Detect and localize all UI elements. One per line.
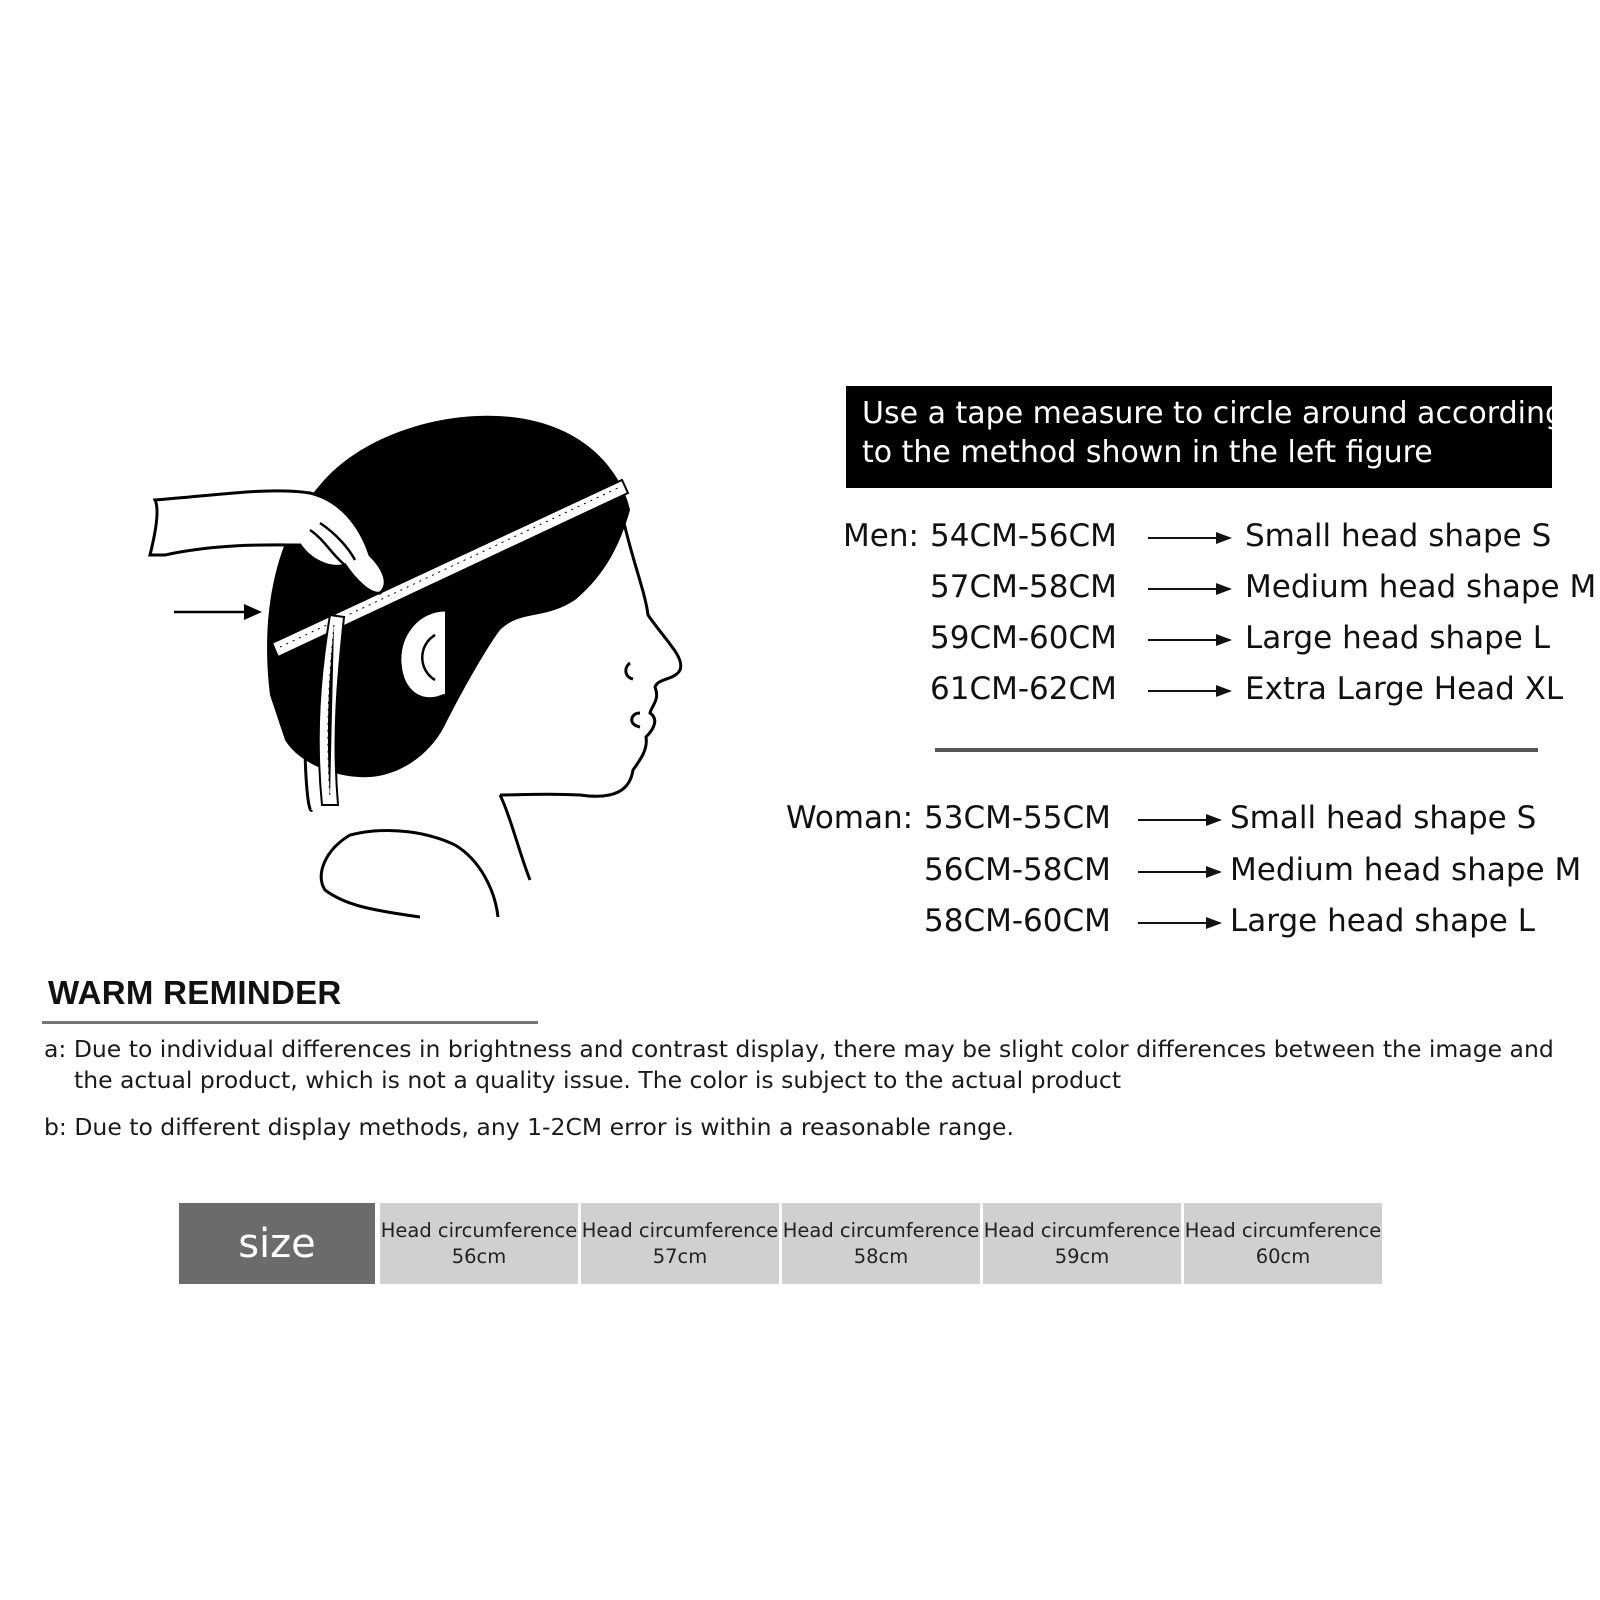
pointer-arrow [174,604,262,620]
instruction-line-2: to the method shown in the left figure [862,435,1433,470]
arrow-icon [1148,639,1230,641]
section-divider [935,748,1538,752]
cell-label: Head circumference [581,1218,779,1242]
note-marker: b: [44,1113,67,1141]
men-label: Men: [843,518,919,554]
reminder-note-a [44,1034,1574,1096]
cell-value: 56cm [451,1244,507,1268]
instruction-line-1: Use a tape measure to circle around according [862,396,1565,431]
woman-size-row [786,897,1596,947]
note-text: Due to individual differences in brightness and contrast display, there may be slight color differences between the image and the actual product, which is not a quality issue. The color is subject to the actual product [73,1035,1554,1094]
arrow-icon [1148,537,1230,539]
size-range: 54CM-56CM [930,518,1117,554]
men-size-row [843,563,1597,613]
size-table [179,1203,1382,1284]
head-measurement-illustration [100,395,720,955]
cell-label: Head circumference [782,1218,980,1242]
mouth-mark [632,713,640,727]
size-range: 61CM-62CM [930,671,1117,707]
arrow-icon [1148,690,1230,692]
cell-label: Head circumference [983,1218,1181,1242]
reminder-note-b [44,1112,1574,1143]
size-result: Large head shape L [1230,903,1535,939]
cell-label: Head circumference [1184,1218,1382,1242]
size-range: 56CM-58CM [924,852,1111,888]
size-result: Small head shape S [1230,800,1537,836]
arrow-icon [1138,922,1220,924]
size-table-cell [377,1203,578,1284]
nostril-mark [626,663,633,679]
woman-label: Woman: [786,800,914,836]
neck-front [500,795,530,880]
size-range: 53CM-55CM [924,800,1111,836]
size-table-cell [980,1203,1181,1284]
size-range: 58CM-60CM [924,903,1111,939]
size-range: 57CM-58CM [930,569,1117,605]
cell-value: 57cm [652,1244,708,1268]
size-result: Large head shape L [1245,620,1550,656]
size-result: Small head shape S [1245,518,1552,554]
warm-reminder-rule [42,1021,538,1024]
size-result: Extra Large Head XL [1245,671,1564,707]
cell-value: 58cm [853,1244,909,1268]
size-table-cell [1181,1203,1382,1284]
arrow-icon [1138,819,1220,821]
size-result: Medium head shape M [1230,852,1582,888]
men-size-row [843,512,1593,562]
size-table-cell [779,1203,980,1284]
arrow-icon [1148,588,1230,590]
men-size-row [843,665,1593,715]
arrow-icon [1138,871,1220,873]
cell-label: Head circumference [380,1218,578,1242]
instruction-box [846,386,1565,488]
note-text: Due to different display methods, any 1-2CM error is within a reasonable range. [74,1113,1014,1141]
note-marker: a: [44,1035,67,1063]
cell-value: 60cm [1255,1244,1311,1268]
woman-size-row [786,846,1596,896]
warm-reminder-title: WARM REMINDER [48,974,342,1011]
cell-value: 59cm [1054,1244,1110,1268]
size-table-cell [578,1203,779,1284]
size-result: Medium head shape M [1245,569,1597,605]
size-range: 59CM-60CM [930,620,1117,656]
woman-size-row [786,794,1596,844]
collar-outline [321,830,498,917]
size-table-header: size [179,1203,377,1284]
men-size-row [843,614,1593,664]
